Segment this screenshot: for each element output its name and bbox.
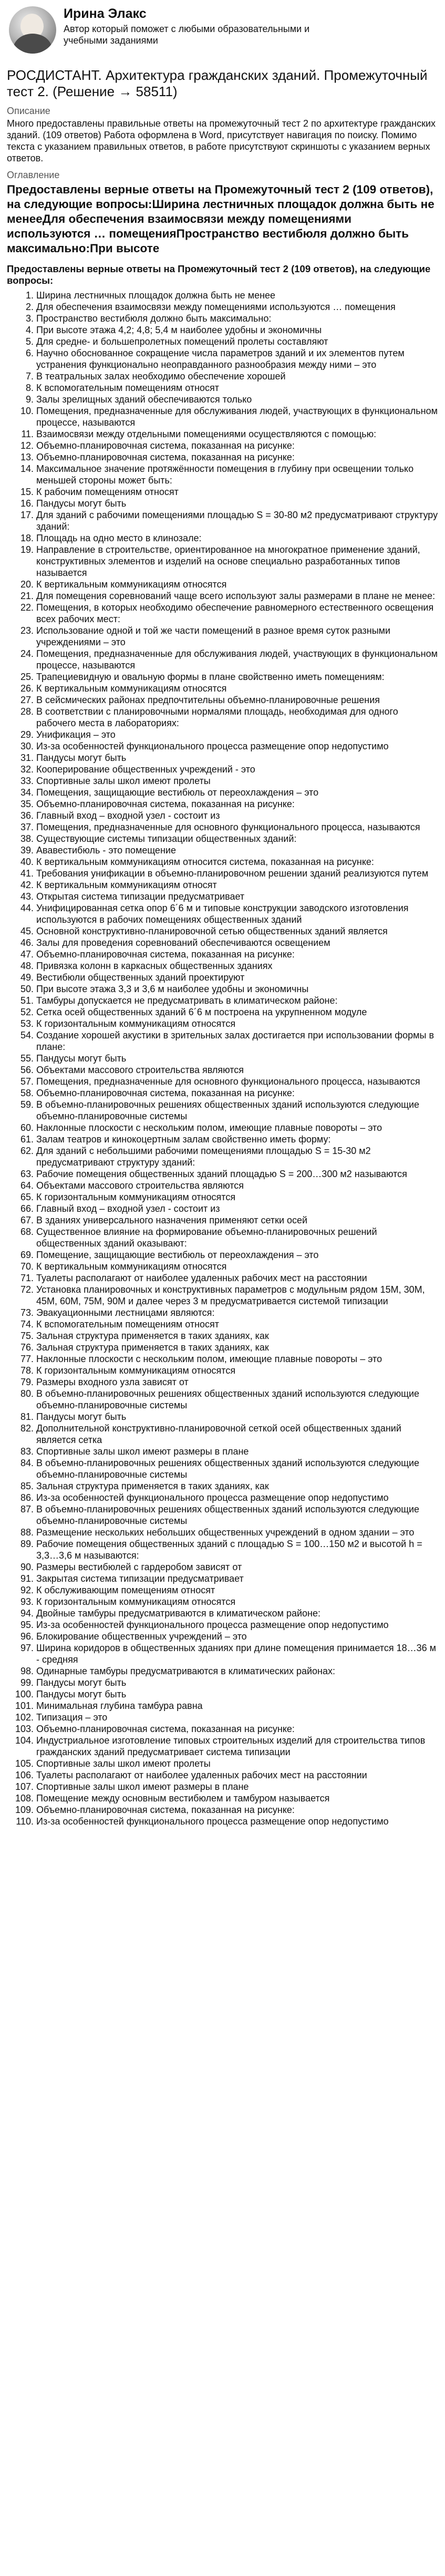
question-item: 55. Пандусы могут быть xyxy=(36,1053,438,1064)
question-item: 34. Помещения, защищающие вестибюль от переохлаждения – это xyxy=(36,787,438,798)
question-item: 7. В театральных залах необходимо обеспечение хорошей xyxy=(36,370,438,382)
question-item: 71. Туалеты располагают от наиболее удаленных рабочих мест на расстоянии xyxy=(36,1272,438,1284)
question-item: 53. К горизонтальным коммуникациям относятся xyxy=(36,1018,438,1029)
toc-text: Предоставлены верные ответы на Промежуточный тест 2 (109 ответов), на следующие вопросы:Ширина лестничных площадок должна быть не менееДля обеспечения взаимосвязи между помещениями используются … помещенияПространство вестибюля должно быть максимально:При высоте xyxy=(7,183,434,255)
question-item: 89. Рабочие помещения общественных зданий с площадью S = 100…150 м2 и высотой h = 3,3…3,6 м называются: xyxy=(36,1538,438,1561)
question-item: 86. Из-за особенностей функционального процесса размещение опор недопустимо xyxy=(36,1492,438,1503)
question-item: 107. Спортивные залы школ имеют размеры в плане xyxy=(36,1781,438,1792)
question-item: 75. Зальная структура применяется в таких зданиях, как xyxy=(36,1330,438,1342)
question-item: 77. Наклонные плоскости с нескольким полом, имеющие плавные повороты – это xyxy=(36,1353,438,1365)
question-item: 37. Помещения, предназначенные для основного функционального процесса, называются xyxy=(36,821,438,833)
question-item: 15. К рабочим помещениям относят xyxy=(36,486,438,498)
question-item: 39. Ававестибюль - это помещение xyxy=(36,844,438,856)
question-item: 94. Двойные тамбуры предусматриваются в климатическом районе: xyxy=(36,1608,438,1619)
question-item: 13. Объемно-планировочная система, показанная на рисунке: xyxy=(36,451,438,463)
question-item: 32. Кооперирование общественных учреждений - это xyxy=(36,764,438,775)
question-item: 35. Объемно-планировочная система, показанная на рисунке: xyxy=(36,798,438,810)
question-item: 19. Направление в строительстве, ориентированное на многократное применение зданий, конструктивных элементов и изделий на основе специально разработанных типов называется xyxy=(36,544,438,579)
question-item: 50. При высоте этажа 3,3 и 3,6 м наиболее удобны и экономичны xyxy=(36,983,438,995)
question-item: 11. Взаимосвязи между отдельными помещениями осуществляются с помощью: xyxy=(36,428,438,440)
question-item: 47. Объемно-планировочная система, показанная на рисунке: xyxy=(36,949,438,960)
question-item: 100. Пандусы могут быть xyxy=(36,1688,438,1700)
question-item: 68. Существенное влияние на формирование объемно-планировочных решений общественных зданий оказывают: xyxy=(36,1226,438,1249)
question-item: 60. Наклонные плоскости с нескольким полом, имеющие плавные повороты – это xyxy=(36,1122,438,1134)
question-item: 88. Размещение нескольких небольших общественных учреждений в одном здании – это xyxy=(36,1527,438,1538)
question-item: 5. Для средне- и большепролетных помещений пролеты составляют xyxy=(36,336,438,347)
question-item: 81. Пандусы могут быть xyxy=(36,1411,438,1423)
questions-list xyxy=(7,290,438,1827)
question-item: 22. Помещения, в которых необходимо обеспечение равномерного естественного освещения всех рабочих мест: xyxy=(36,602,438,625)
question-item: 24. Помещения, предназначенные для обслуживания людей, участвующих в функциональном процессе, называются xyxy=(36,648,438,671)
toc-label: Оглавление xyxy=(7,170,60,180)
question-item: 4. При высоте этажа 4,2; 4,8; 5,4 м наиболее удобны и экономичны xyxy=(36,324,438,336)
question-item: 93. К горизонтальным коммуникациям относятся xyxy=(36,1596,438,1608)
question-item: 73. Эвакуационными лестницами являются: xyxy=(36,1307,438,1318)
question-item: 59. В объемно-планировочных решениях общественных зданий используются следующие объемно-планировочные системы xyxy=(36,1099,438,1122)
question-item: 28. В соответствии с планировочными нормалями площадь, необходимая для одного рабочего места в лабораториях: xyxy=(36,706,438,729)
question-item: 99. Пандусы могут быть xyxy=(36,1677,438,1688)
question-item: 72. Установка планировочных и конструктивных параметров с модульным рядом 15М, 30М, 45М, 60М, 75М, 90М и далее через 3 м предусматривается системой типизации xyxy=(36,1284,438,1307)
question-item: 78. К горизонтальным коммуникациям относятся xyxy=(36,1365,438,1376)
question-item: 103. Объемно-планировочная система, показанная на рисунке: xyxy=(36,1723,438,1735)
question-item: 48. Привязка колонн в каркасных общественных зданиях xyxy=(36,960,438,972)
question-item: 21. Для помещения соревнований чаще всего используют залы размерами в плане не менее: xyxy=(36,590,438,602)
question-item: 52. Сетка осей общественных зданий 6´6 м построена на укрупненном модуле xyxy=(36,1006,438,1018)
question-item: 18. Площадь на одно место в клинозале: xyxy=(36,532,438,544)
question-item: 108. Помещение между основным вестибюлем и тамбуром называется xyxy=(36,1792,438,1804)
question-item: 41. Требования унификации в объемно-планировочном решении зданий реализуются путем xyxy=(36,868,438,879)
question-item: 9. Залы зрелищных зданий обеспечиваются только xyxy=(36,394,438,405)
question-item: 70. К вертикальным коммуникациям относятся xyxy=(36,1261,438,1272)
question-item: 79. Размеры входного узла зависят от xyxy=(36,1376,438,1388)
question-item: 82. Дополнительной конструктивно-планировочной сеткой осей общественных зданий является сетка xyxy=(36,1423,438,1446)
question-item: 101. Минимальная глубина тамбура равна xyxy=(36,1700,438,1712)
page-title: РОСДИСТАНТ. Архитектура гражданских зданий. Промежуточный тест 2. (Решение → 58511) xyxy=(7,67,428,99)
question-item: 33. Спортивные залы школ имеют пролеты xyxy=(36,775,438,787)
question-item: 63. Рабочие помещения общественных зданий площадью S = 200…300 м2 называются xyxy=(36,1168,438,1180)
question-item: 91. Закрытая система типизации предусматривает xyxy=(36,1573,438,1584)
question-item: 25. Трапециевидную и овальную формы в плане свойственно иметь помещениям: xyxy=(36,671,438,683)
question-item: 8. К вспомогательным помещениям относят xyxy=(36,382,438,394)
description-text: Много предоставлены правильные ответы на промежуточный тест 2 по архитектуре гражданских зданий. (109 ответов) Работа оформлена в Word, присутствует навигация по поиску. Помимо текста с указанием правильных ответов, в работе присутствуют скриншоты с указанием верных ответов. xyxy=(7,118,436,163)
question-item: 109. Объемно-планировочная система, показанная на рисунке: xyxy=(36,1804,438,1816)
question-item: 74. К вспомогательным помещениям относят xyxy=(36,1318,438,1330)
author-info xyxy=(64,4,337,46)
question-item: 54. Создание хорошей акустики в зрительных залах достигается при использовании формы в плане: xyxy=(36,1029,438,1053)
question-item: 87. В объемно-планировочных решениях общественных зданий используются следующие объемно-планировочные системы xyxy=(36,1503,438,1527)
question-item: 36. Главный вход – входной узел - состоит из xyxy=(36,810,438,821)
question-item: 84. В объемно-планировочных решениях общественных зданий используются следующие объемно-планировочные системы xyxy=(36,1457,438,1480)
question-item: 85. Зальная структура применяется в таких зданиях, как xyxy=(36,1480,438,1492)
question-item: 61. Залам театров и кинокоцертным залам свойственно иметь форму: xyxy=(36,1134,438,1145)
question-item: 97. Ширина коридоров в общественных зданиях при длине помещения принимается 18…36 м - средняя xyxy=(36,1642,438,1665)
question-item: 69. Помещение, защищающие вестибюль от переохлаждения – это xyxy=(36,1249,438,1261)
question-item: 16. Пандусы могут быть xyxy=(36,498,438,509)
question-item: 58. Объемно-планировочная система, показанная на рисунке: xyxy=(36,1087,438,1099)
question-item: 3. Пространство вестибюля должно быть максимально: xyxy=(36,313,438,324)
question-item: 51. Тамбуры допускается не предусматривать в климатическом районе: xyxy=(36,995,438,1006)
author-name[interactable]: Ирина Элакс xyxy=(64,6,147,21)
question-item: 49. Вестибюли общественных зданий проектируют xyxy=(36,972,438,983)
question-item: 14. Максимальное значение протяжённости помещения в глубину при освещении только меньшей стороны может быть: xyxy=(36,463,438,486)
question-item: 66. Главный вход – входной узел - состоит из xyxy=(36,1203,438,1214)
question-item: 46. Залы для проведения соревнований обеспечиваются освещением xyxy=(36,937,438,949)
question-item: 104. Индустриальное изготовление типовых строительных изделий для строительства типов гражданских зданий предусматривает система типизации xyxy=(36,1735,438,1758)
question-item: 44. Унифицированная сетка опор 6´6 м и типовые конструкции заводского изготовления используются в рабочих помещениях общественных зданий xyxy=(36,902,438,925)
author-avatar[interactable] xyxy=(9,6,56,54)
author-card xyxy=(7,0,438,60)
question-item: 1. Ширина лестничных площадок должна быть не менее xyxy=(36,290,438,301)
question-item: 23. Использование одной и той же части помещений в разное время суток разными учреждениями – это xyxy=(36,625,438,648)
question-item: 27. В сейсмических районах предпочтительны объемно-планировочные решения xyxy=(36,694,438,706)
question-item: 105. Спортивные залы школ имеют пролеты xyxy=(36,1758,438,1769)
question-item: 76. Зальная структура применяется в таких зданиях, как xyxy=(36,1342,438,1353)
question-item: 96. Блокирование общественных учреждений – это xyxy=(36,1631,438,1642)
question-item: 67. В зданиях универсального назначения применяют сетки осей xyxy=(36,1214,438,1226)
question-item: 95. Из-за особенностей функционального процесса размещение опор недопустимо xyxy=(36,1619,438,1631)
question-item: 10. Помещения, предназначенные для обслуживания людей, участвующих в функциональном процессе, называются xyxy=(36,405,438,428)
question-item: 20. К вертикальным коммуникациям относятся xyxy=(36,579,438,590)
question-item: 98. Одинарные тамбуры предусматриваются в климатических районах: xyxy=(36,1665,438,1677)
question-item: 92. К обслуживающим помещениям относят xyxy=(36,1584,438,1596)
question-item: 12. Объемно-планировочная система, показанная на рисунке: xyxy=(36,440,438,451)
question-item: 106. Туалеты располагают от наиболее удаленных рабочих мест на расстоянии xyxy=(36,1769,438,1781)
question-item: 45. Основной конструктивно-планировочной сетью общественных зданий является xyxy=(36,925,438,937)
question-item: 110. Из-за особенностей функционального процесса размещение опор недопустимо xyxy=(36,1816,438,1827)
question-item: 90. Размеры вестибюлей с гардеробом зависят от xyxy=(36,1561,438,1573)
question-item: 2. Для обеспечения взаимосвязи между помещениями используются … помещения xyxy=(36,301,438,313)
question-item: 65. К горизонтальным коммуникациям относятся xyxy=(36,1191,438,1203)
question-item: 29. Унификация – это xyxy=(36,729,438,740)
questions-heading: Предоставлены верные ответы на Промежуточный тест 2 (109 ответов), на следующие вопросы: xyxy=(7,263,431,286)
question-item: 43. Открытая система типизации предусматривает xyxy=(36,891,438,902)
question-item: 64. Объектами массового строительства являются xyxy=(36,1180,438,1191)
question-item: 80. В объемно-планировочных решениях общественных зданий используются следующие объемно-планировочные системы xyxy=(36,1388,438,1411)
question-item: 40. К вертикальным коммуникациям относится система, показанная на рисунке: xyxy=(36,856,438,868)
question-item: 83. Спортивные залы школ имеют размеры в плане xyxy=(36,1446,438,1457)
question-item: 17. Для зданий с рабочими помещениями площадью S = 30-80 м2 предусматривают структуру зданий: xyxy=(36,509,438,532)
question-item: 56. Объектами массового строительства являются xyxy=(36,1064,438,1076)
question-item: 6. Научно обоснованное сокращение числа параметров зданий и их элементов путем устранения функционально неоправданного разнообразия между ними – это xyxy=(36,347,438,370)
question-item: 57. Помещения, предназначенные для основного функционального процесса, называются xyxy=(36,1076,438,1087)
question-item: 31. Пандусы могут быть xyxy=(36,752,438,764)
question-item: 38. Существующие системы типизации общественных зданий: xyxy=(36,833,438,844)
author-description: Автор который поможет с любыми образовательными и учебными заданиями xyxy=(64,24,310,46)
question-item: 30. Из-за особенностей функционального процесса размещение опор недопустимо xyxy=(36,740,438,752)
question-item: 26. К вертикальным коммуникациям относятся xyxy=(36,683,438,694)
question-item: 102. Типизация – это xyxy=(36,1712,438,1723)
question-item: 42. К вертикальным коммуникациям относят xyxy=(36,879,438,891)
question-item: 62. Для зданий с небольшими рабочими помещениями площадью S = 15-30 м2 предусматривают структуру зданий: xyxy=(36,1145,438,1168)
description-label: Описание xyxy=(7,106,50,116)
